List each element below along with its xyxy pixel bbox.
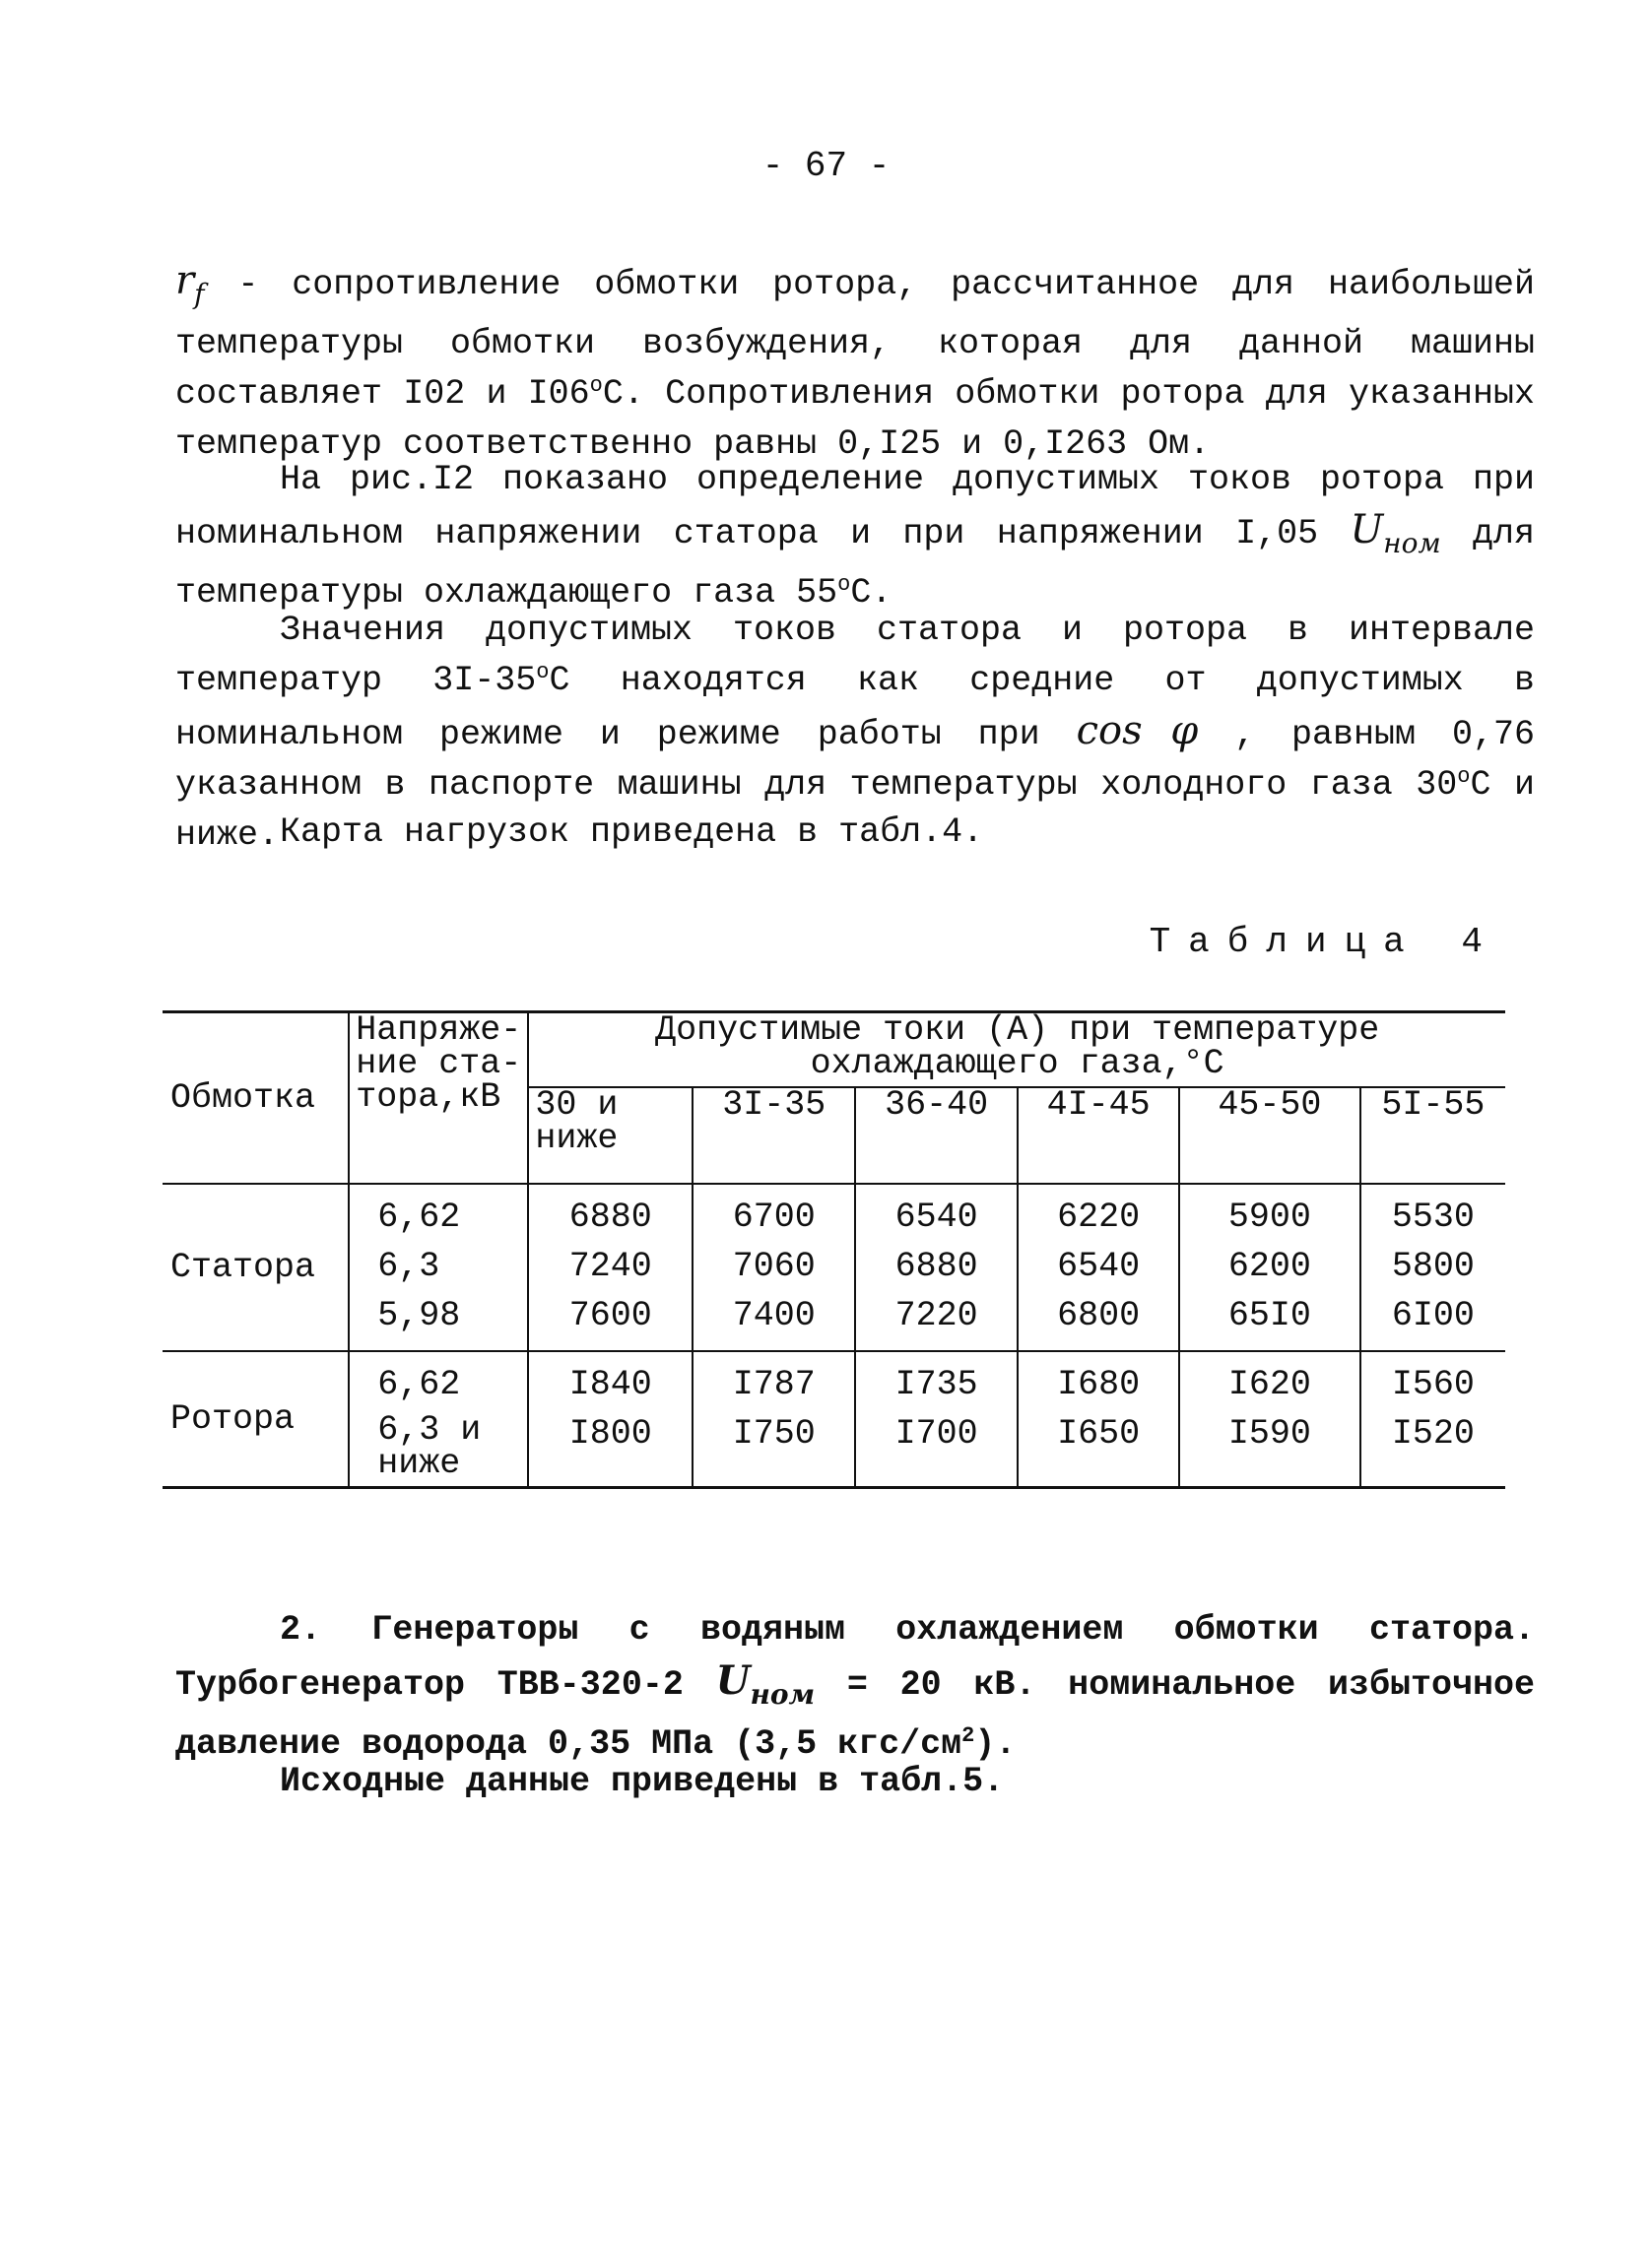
symbol-u-subscript: ном [1383,527,1441,559]
current-cell: I735 I700 [855,1351,1018,1488]
table-caption: Таблица 4 [1149,922,1500,962]
header-temp-range: 4I-45 [1018,1087,1179,1184]
header-temp-range: 3I-35 [693,1087,855,1184]
current-cell: 5530 5800 6I00 [1360,1184,1505,1351]
current-cell: I560 I520 [1360,1351,1505,1488]
header-voltage: Напряже- ние ста- тора,кВ [349,1012,528,1185]
paragraph-table-ref: Карта нагрузок приведена в табл.4. [280,812,984,852]
paragraph-rotor-resistance: $r_f$ - сопротивление обмотки ротора, рассчитанное для наибольшей температуры обмотки возбуждения, которая для данной машины составляет I02 и I06$^o$С. Сопротивления обмотки ротора для указанных температур соответственно равны 0,I25 и 0,I263 Ом. [175,258,1535,464]
header-winding: Обмотка [163,1012,349,1185]
symbol-u: U [715,1657,751,1704]
table-row-stator [163,1184,1505,1351]
header-temp-range: 30 и ниже [528,1087,693,1184]
header-temp-range: 45-50 [1179,1087,1360,1184]
table-row-rotor [163,1351,1505,1488]
voltage-cell: 6,62 6,3 и ниже [349,1351,528,1488]
symbol-u-subscript: ном [750,1678,816,1711]
paragraph-source-data-ref: Исходные данные приведены в табл.5. [280,1762,1005,1801]
winding-label: Ротора [163,1351,349,1488]
current-cell: 6700 7060 7400 [693,1184,855,1351]
paragraph-water-cooled-generators: 2. Генераторы с водяным охлаждением обмотки статора. Турбогенератор ТВВ-320-2 $U_{ном} = 20$ кВ. номинальное избыточное давление водорода 0,35 МПа (3,5 кгс/$см^2$). [175,1610,1536,1764]
symbol-u: U [1350,507,1384,552]
load-table-wrapper [163,1010,1505,1489]
symbol-r-subscript: f [194,278,205,310]
winding-label: Статора [163,1184,349,1351]
current-cell: I787 I750 [693,1351,855,1488]
current-cell: I840 I800 [528,1351,693,1488]
header-temp-range: 5I-55 [1360,1087,1505,1184]
header-allowed-currents: Допустимые токи (А) при температуре охлаждающего газа,°С [528,1012,1505,1088]
load-table [163,1010,1505,1489]
current-cell: I620 I590 [1179,1351,1360,1488]
voltage-cell: 6,62 6,3 5,98 [349,1184,528,1351]
current-cell: 5900 6200 65I0 [1179,1184,1360,1351]
current-cell: I680 I650 [1018,1351,1179,1488]
current-cell: 6220 6540 6800 [1018,1184,1179,1351]
page-number: - 67 - [761,146,891,186]
current-cell: 6880 7240 7600 [528,1184,693,1351]
paragraph-figure-ref: На рис.I2 показано определение допустимых токов ротора при номинальном напряжении статора и при напряжении I,05 $U_{ном}$ для температуры охлаждающего газа $55^оС$. [175,460,1536,613]
header-temp-range: 36-40 [855,1087,1018,1184]
symbol-cos-phi: cos φ [1076,708,1199,753]
current-cell: 6540 6880 7220 [855,1184,1018,1351]
symbol-r: r [175,258,195,303]
paragraph-average-values: Значения допустимых токов статора и ротора в интервале температур $3I-35^оС$ находятся как средние от допустимых в номинальном режиме и режиме работы при cos φ , равным 0,76 указанном в паспорте машины для температуры холодного газа $30^оС$ и ниже. [175,611,1535,855]
